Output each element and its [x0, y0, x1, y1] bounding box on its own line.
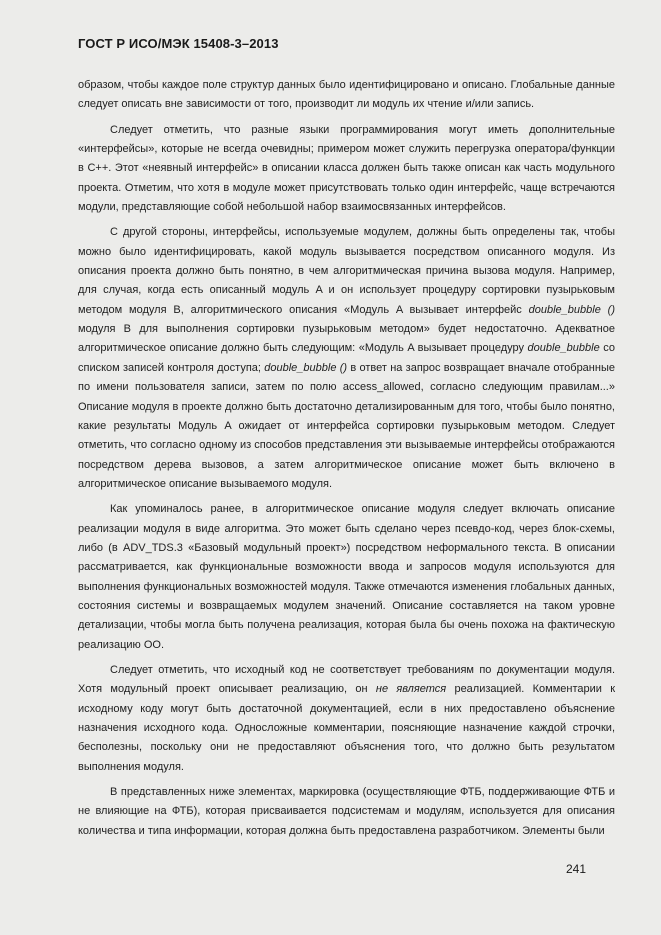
- paragraph-6: В представленных ниже элементах, маркировка (осуществляющие ФТБ, поддерживающие ФТБ и не влияющие на ФТБ), которая присваивается подсистемам и модулям, используется для описания количества и типа информации, которая должна быть предоставлена разработчиком. Элементы были: [78, 786, 615, 837]
- paragraph-2: Следует отметить, что разные языки программирования могут иметь дополнительные «интерфейсы», которые не всегда очевидны; примером может служить перегрузка оператора/функции в C++. Этот «неявный интерфейс» в описании класса должен быть также описан как часть модульного проекта. Отметим, что хотя в модуле может присутствовать только один интерфейс, чаще встречаются модули, представляющие собой небольшой набор взаимосвязанных интерфейсов.: [78, 123, 615, 214]
- paragraph-5-emphasis: не является: [375, 683, 447, 696]
- paragraph-3-text-b: модуля B для выполнения сортировки пузырьковым методом» будет недостаточно. Адекватное алгоритмическое описание должно быть следующим: «Модуль A вызывает процедуру: [78, 323, 615, 355]
- page-number: 241: [566, 862, 587, 876]
- paragraph-3-text-a: С другой стороны, интерфейсы, используемые модулем, должны быть определены так, чтобы можно было идентифицировать, какой модуль вызывается посредством описанного модуля. Из описания проекта должно быть понятно, в чем алгоритмическая причина вызова модуля. Например, для случая, когда есть описанный модуль A и он использует процедуру сортировки пузырьковым методом модуля B, алгоритмического описания «Модуль A вызывает интерфейс: [78, 226, 615, 316]
- paragraph-3-text-c: со списком записей контроля доступа;: [78, 342, 615, 374]
- paragraph-3-text-d: в ответ на запрос возвращает вначале отобранные по имени пользователя записи, затем по полю access_allowed, согласно следующим правилам...» Описание модуля в проекте должно быть достаточно детализированным для того, чтобы было понятно, какие результаты Модуль A ожидает от интерфейса сортировки пузырьковым методом. Следует отметить, что согласно одному из способов представления эти вызываемые интерфейсы отображаются посредством дерева вызовов, а затем алгоритмическое описание может быть включено в алгоритмическое описание вызываемого модуля.: [78, 361, 615, 490]
- document-body: [78, 76, 615, 847]
- paragraph-1: образом, чтобы каждое поле структур данных было идентифицировано и описано. Глобальные данные следует описать вне зависимости от того, производит ли модуль их чтение и/или запись.: [78, 79, 615, 111]
- paragraph-5-text-b: реализацией. Комментарии к исходному коду могут быть достаточной документацией, если в них предоставлено объяснение назначения исходного кода. Односложные комментарии, поясняющие назначение каждой строчки, бесполезны, поскольку они не предоставляют объяснения того, что должно быть результатом выполнения модуля.: [78, 683, 616, 773]
- paragraph-3-code-3: double_bubble (): [264, 361, 348, 374]
- paragraph-5: [78, 661, 615, 777]
- paragraph-5-text-a: Следует отметить, что исходный код не соответствует требованиям по документации модуля. Хотя модульный проект описывает реализацию, он: [78, 663, 615, 696]
- paragraph-3: [78, 223, 615, 494]
- document-header: ГОСТ Р ИСО/МЭК 15408-3–2013: [78, 36, 279, 51]
- paragraph-3-code-1: double_bubble (): [528, 303, 615, 316]
- paragraph-3-code-2: double_bubble: [527, 342, 600, 355]
- paragraph-4: Как упоминалось ранее, в алгоритмическое описание модуля следует включать описание реализации модуля в виде алгоритма. Это может быть сделано через псевдо-код, через блок-схемы, либо (в ADV_TDS.3 «Базовый модульный проект») посредством неформального текста. В описании рассматривается, как функциональные возможности ввода и запросов модуля используются для выполнения функциональных возможностей модуля. Также отмечаются изменения глобальных данных, состояния системы и возвращаемых модулем значений. Описание составляется на таком уровне детализации, чтобы могла быть получена реализация, которая была бы очень похожа на фактическую реализацию ОО.: [78, 503, 615, 651]
